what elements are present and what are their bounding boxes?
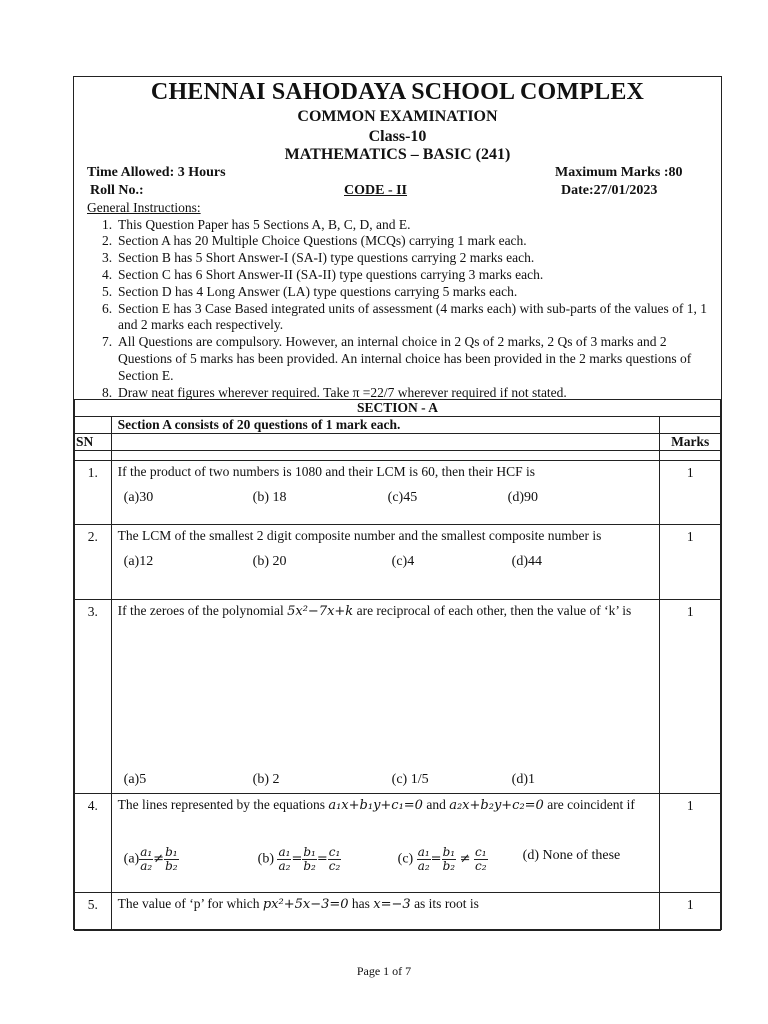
instruction-item: 6. Section E has 3 Case Based integrated units of assessment (4 marks each) with sub-parts of the values of 1, 1 and 2 marks each respectively. <box>102 300 707 333</box>
section-title: SECTION - A <box>75 400 721 417</box>
school-name: CHENNAI SAHODAYA SCHOOL COMPLEX <box>150 79 645 105</box>
option-c: (c) $\frac{\text{a₁}}{\text{a₂}}$ = $\frac{\text{b₁}}{\text{b₂}}$ ≠ $\frac{\text{c₁}}{\text{c₂}}$ <box>397 845 487 873</box>
general-instructions <box>74 200 721 402</box>
section-a-table <box>74 399 721 931</box>
instruction-item: 4. Section C has 6 Short Answer-II (SA-II) type questions carrying 3 marks each. <box>102 266 544 282</box>
class-label: Class-10 <box>368 127 427 145</box>
instruction-item: 7. All Questions are compulsory. However, an internal choice in 2 Qs of 2 marks, 2 Qs of 3 marks and 2 Questions of 5 marks has been provided. An internal choice has been provided in the 2 marks questions of Section E. <box>102 334 692 383</box>
option-c: (c) 1/5 <box>391 772 429 787</box>
root-value: x=−3 <box>373 897 411 912</box>
instruction-item: 8. Draw neat figures wherever required. Take π =22/7 wherever required if not stated. <box>102 384 567 400</box>
quadratic-expression: px²+5x−3=0 <box>262 897 349 912</box>
question-marks: 1 <box>660 461 721 525</box>
options-row <box>112 490 660 512</box>
option-d: (d)1 <box>511 772 535 787</box>
roll-number: Roll No.: <box>90 182 144 198</box>
option-d: (d) None of these <box>522 848 621 863</box>
question-number: 1. <box>75 461 112 525</box>
option-b: (b) 18 <box>252 489 287 505</box>
option-a: (a)12 <box>123 553 154 569</box>
question-row <box>75 600 721 794</box>
question-number: 3. <box>75 600 112 794</box>
subject-label: MATHEMATICS – BASIC (241) <box>284 146 511 164</box>
option-a: (a)5 <box>123 772 147 787</box>
section-description: Section A consists of 20 questions of 1 mark each. <box>111 417 660 434</box>
question-text: If the product of two numbers is 1080 and their LCM is 60, then their HCF is <box>117 464 535 479</box>
equation-2: a₂x+b₂y+c₂=0 <box>449 798 544 813</box>
question-number: 5. <box>75 893 112 931</box>
option-c: (c)45 <box>387 489 418 505</box>
option-c: (c)4 <box>391 553 415 569</box>
exam-date: Date:27/01/2023 <box>561 182 658 198</box>
question-row <box>75 461 721 525</box>
option-b: (b) $\frac{\text{a₁}}{\text{a₂}}$ = $\frac{\text{b₁}}{\text{b₂}}$ = $\frac{\text{c₁}}{\text{c₂}}$ <box>257 845 341 873</box>
instruction-item: 1. This Question Paper has 5 Sections A, B, C, D, and E. <box>102 216 411 232</box>
option-b: (b) 20 <box>252 553 287 569</box>
page-number: Page 1 of 7 <box>356 964 412 978</box>
question-marks: 1 <box>660 600 721 794</box>
meta-row-1 <box>74 165 721 183</box>
question-marks: 1 <box>660 893 721 931</box>
options-row <box>112 772 660 794</box>
sn-header: SN <box>75 434 112 451</box>
question-text: The LCM of the smallest 2 digit composite number and the smallest composite number is <box>117 528 602 543</box>
instruction-item: 5. Section D has 4 Long Answer (LA) type questions carrying 5 marks each. <box>102 283 518 299</box>
question-text: If the zeroes of the polynomial 5x²−7x+k are reciprocal of each other, then the value of ‘k’ is <box>117 603 632 619</box>
time-allowed: Time Allowed: 3 Hours <box>87 164 226 180</box>
paper-header <box>74 79 721 165</box>
instruction-item: 2. Section A has 20 Multiple Choice Questions (MCQs) carrying 1 mark each. <box>102 233 527 249</box>
question-row <box>75 794 721 893</box>
option-d: (d)90 <box>507 489 538 505</box>
polynomial-expression: 5x²−7x+k <box>287 604 354 619</box>
question-paper <box>73 76 722 930</box>
instructions-list <box>87 217 721 402</box>
paper-code: CODE - II <box>344 182 408 198</box>
option-a: (a) $\frac{\text{a₁}}{\text{a₂}}$ ≠ $\frac{\text{b₁}}{\text{b₂}}$ <box>123 845 178 873</box>
options-row <box>112 554 660 576</box>
question-text: The lines represented by the equations a₁x+b₁y+c₁=0 and a₂x+b₂y+c₂=0 are coincident if <box>117 797 635 813</box>
equation-1: a₁x+b₁y+c₁=0 <box>328 798 423 813</box>
marks-header: Marks <box>660 434 721 451</box>
question-marks: 1 <box>660 794 721 893</box>
question-number: 2. <box>75 525 112 600</box>
instructions-heading: General Instructions: <box>87 199 201 215</box>
question-row <box>75 893 721 931</box>
instruction-item: 3. Section B has 5 Short Answer-I (SA-I) type questions carrying 2 marks each. <box>102 250 535 266</box>
meta-row-2 <box>74 183 721 200</box>
question-number: 4. <box>75 794 112 893</box>
question-marks: 1 <box>660 525 721 600</box>
option-a: (a)30 <box>123 489 154 505</box>
question-text: The value of ‘p’ for which px²+5x−3=0 has x=−3 as its root is <box>117 896 479 912</box>
question-row <box>75 525 721 600</box>
maximum-marks: Maximum Marks :80 <box>555 164 683 180</box>
exam-name: COMMON EXAMINATION <box>297 107 498 125</box>
option-b: (b) 2 <box>252 772 280 787</box>
option-d: (d)44 <box>511 553 542 569</box>
